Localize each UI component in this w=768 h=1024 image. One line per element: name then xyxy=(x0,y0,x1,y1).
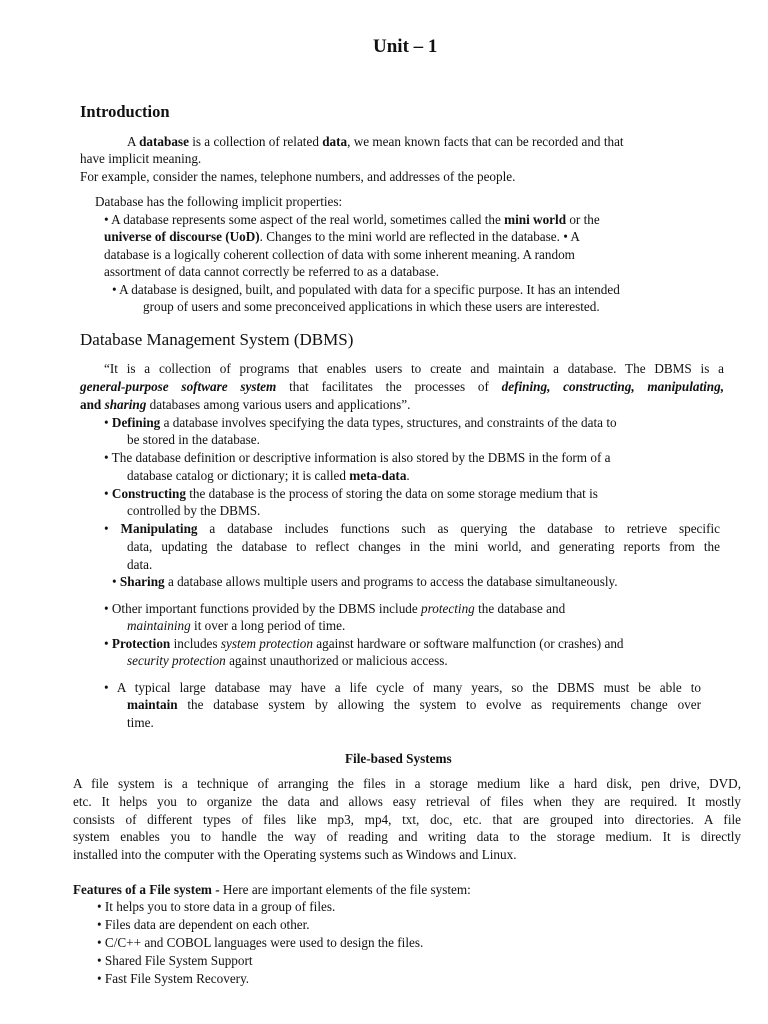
constructing-line-2: controlled by the DBMS. xyxy=(127,503,261,518)
file-feature-item: • Shared File System Support xyxy=(97,953,253,968)
page-title: Unit – 1 xyxy=(373,36,438,57)
intro-properties-lead: Database has the following implicit properties: xyxy=(95,194,343,209)
other-functions-line-2: maintaining it over a long period of time. xyxy=(127,618,346,633)
metadata-line-2: database catalog or dictionary; it is called meta-data. xyxy=(127,468,410,483)
file-paragraph-line-3: consists of different types of files like mp3, mp4, txt, doc, etc. that are grouped into directories. A file xyxy=(73,812,741,827)
other-functions-line-1: • Other important functions provided by the DBMS include protecting the database and xyxy=(104,601,566,616)
sharing-line-1: • Sharing a database allows multiple users and programs to access the database simultaneously. xyxy=(112,574,618,589)
file-paragraph-line-5: installed into the computer with the Operating systems such as Windows and Linux. xyxy=(73,847,517,862)
protection-line-2: security protection against unauthorized or malicious access. xyxy=(127,653,448,668)
manipulating-line-1: • Manipulating a database includes functions such as querying the database to retrieve specific xyxy=(104,521,720,536)
dbms-quote-line-1: “It is a collection of programs that enables users to create and maintain a database. The DBMS is a xyxy=(104,361,724,376)
intro-bullet-2-line-1: • A database is designed, built, and populated with data for a specific purpose. It has an intended xyxy=(112,282,620,297)
file-paragraph-line-4: system enables you to handle the way of reading and writing data to the storage medium. It is directly xyxy=(73,829,741,844)
intro-bullet-1-line-3: database is a logically coherent collection of data with some inherent meaning. A random xyxy=(104,247,575,262)
lifecycle-line-2: maintain the database system by allowing the system to evolve as requirements change over xyxy=(127,697,701,712)
metadata-line-1: • The database definition or descriptive information is also stored by the DBMS in the form of a xyxy=(104,450,611,465)
manipulating-line-3: data. xyxy=(127,557,153,572)
file-feature-item: • Files data are dependent on each other. xyxy=(97,917,310,932)
intro-bullet-1-line-1: • A database represents some aspect of the real world, sometimes called the mini world or the xyxy=(104,212,600,227)
protection-line-1: • Protection includes system protection against hardware or software malfunction (or crashes) and xyxy=(104,636,624,651)
intro-heading: Introduction xyxy=(80,102,170,121)
dbms-quote-line-3: and sharing databases among various users and applications”. xyxy=(80,397,411,412)
defining-line-2: be stored in the database. xyxy=(127,432,260,447)
constructing-line-1: • Constructing the database is the process of storing the data on some storage medium that is xyxy=(104,486,598,501)
intro-line-1: A database is a collection of related data, we mean known facts that can be recorded and that xyxy=(127,134,624,149)
intro-bullet-2-line-2: group of users and some preconceived applications in which these users are interested. xyxy=(143,299,600,314)
file-feature-item: • C/C++ and COBOL languages were used to design the files. xyxy=(97,935,424,950)
file-feature-item: • It helps you to store data in a group of files. xyxy=(97,899,336,914)
intro-example: For example, consider the names, telephone numbers, and addresses of the people. xyxy=(80,169,516,184)
intro-bullet-1-line-2: universe of discourse (UoD). Changes to the mini world are reflected in the database. • A xyxy=(104,229,580,244)
manipulating-line-2: data, updating the database to reflect changes in the mini world, and generating reports from the xyxy=(127,539,720,554)
intro-bullet-1-line-4: assortment of data cannot correctly be referred to as a database. xyxy=(104,264,440,279)
dbms-quote-line-2: general-purpose software system that facilitates the processes of defining, constructing, manipulating, xyxy=(80,379,725,394)
lifecycle-line-1: • A typical large database may have a life cycle of many years, so the DBMS must be able to xyxy=(104,680,701,695)
file-paragraph-line-2: etc. It helps you to organize the data and allows easy retrieval of files when they are required. It mostly xyxy=(73,794,741,809)
file-feature-item: • Fast File System Recovery. xyxy=(97,971,250,986)
intro-line-2: have implicit meaning. xyxy=(80,151,202,166)
file-features-lead: Features of a File system - Here are important elements of the file system: xyxy=(73,882,471,897)
dbms-heading: Database Management System (DBMS) xyxy=(80,330,354,349)
file-systems-heading: File-based Systems xyxy=(345,751,452,766)
lifecycle-line-3: time. xyxy=(127,715,154,730)
defining-line-1: • Defining a database involves specifying the data types, structures, and constraints of the data to xyxy=(104,415,617,430)
file-paragraph-line-1: A file system is a technique of arranging the files in a storage medium like a hard disk, pen drive, DVD, xyxy=(73,776,741,791)
